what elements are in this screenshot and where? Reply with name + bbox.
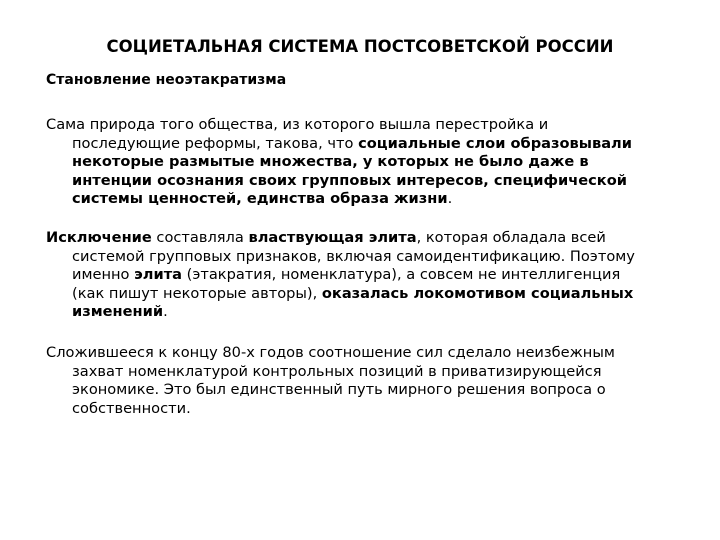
bold-text-run: некоторые размытые множества, у которых не было даже в xyxy=(72,153,589,170)
bold-text-run: системы ценностей, единства образа жизни xyxy=(72,190,448,207)
paragraph-balance-of-power xyxy=(46,344,690,418)
text-line xyxy=(46,363,690,382)
text-run: захват номенклатурой контрольных позиций в приватизирующейся xyxy=(72,362,602,380)
bold-text-run: оказалась локомотивом социальных xyxy=(321,284,634,302)
text-line xyxy=(46,248,690,267)
text-line xyxy=(46,400,690,419)
slide-title: СОЦИЕТАЛЬНАЯ СИСТЕМА ПОСТСОВЕТСКОЙ РОССИИ xyxy=(106,37,614,56)
bold-text-run: изменений xyxy=(72,303,164,320)
text-run: последующие реформы, такова, что xyxy=(72,134,359,152)
text-run: собственности. xyxy=(72,399,191,417)
text-line xyxy=(46,285,690,304)
text-run: . xyxy=(163,303,168,320)
text-run: Сама природа того общества, из которого вышла перестройка и xyxy=(46,116,549,133)
text-run: системой групповых признаков, включая самоидентификацию. Поэтому xyxy=(72,247,635,265)
bold-text-run: Исключение xyxy=(46,229,152,246)
text-line xyxy=(46,116,690,135)
text-line xyxy=(46,266,690,285)
bold-text-run: интенции осознания своих групповых интересов, специфической xyxy=(72,171,627,189)
text-run: (как пишут некоторые авторы), xyxy=(72,284,322,302)
text-line xyxy=(46,303,690,322)
bold-text-run: элита xyxy=(134,266,182,283)
bold-text-line xyxy=(46,153,690,172)
slide-subtitle: Становление неоэтакратизма xyxy=(46,72,287,88)
text-run: , которая обладала всей xyxy=(416,229,606,246)
text-line xyxy=(46,135,690,154)
paragraph-exception-elite xyxy=(46,229,690,322)
bold-text-run: властвующая элита xyxy=(248,229,417,246)
paragraph-nature-of-society xyxy=(46,116,690,209)
text-run: . xyxy=(447,190,453,207)
bold-text-line xyxy=(46,172,690,191)
text-line xyxy=(46,381,690,400)
text-run: составляла xyxy=(151,229,249,246)
text-run: экономике. Это был единственный путь мирного решения вопроса о xyxy=(72,381,606,398)
text-line xyxy=(46,344,690,363)
text-run: Сложившееся к концу 80-х годов соотношение сил сделало неизбежным xyxy=(46,344,615,361)
text-line xyxy=(46,229,690,248)
bold-text-run: социальные слои образовывали xyxy=(358,134,632,152)
text-run: именно xyxy=(72,266,135,283)
text-run: (этакратия, номенклатура), а совсем не интеллигенция xyxy=(182,266,621,283)
text-line xyxy=(46,190,690,209)
